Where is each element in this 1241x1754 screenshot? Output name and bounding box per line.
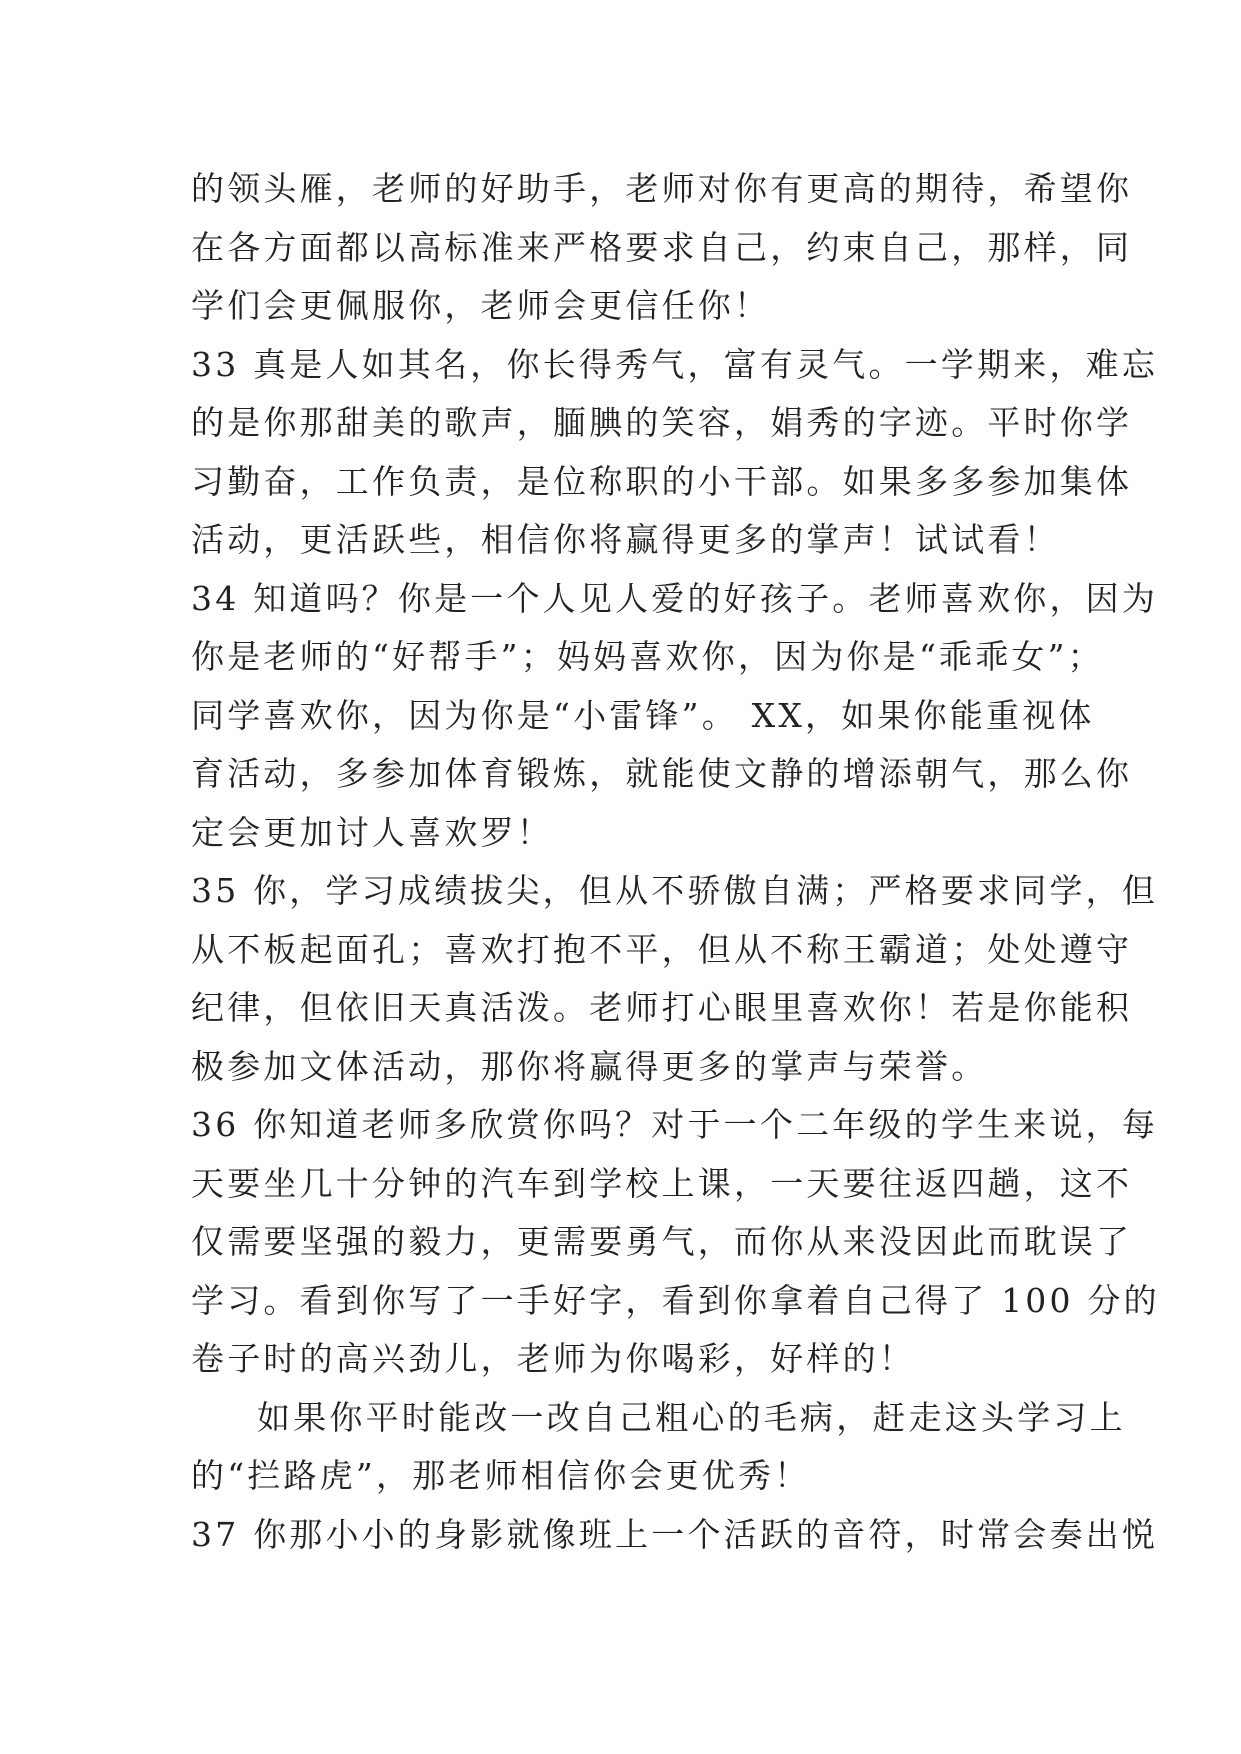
text-line: 37 你那小小的身影就像班上一个活跃的音符，时常会奏出悦 — [191, 1514, 1159, 1554]
text-line: 定会更加讨人喜欢罗！ — [191, 812, 553, 852]
text-line: 极参加文体活动，那你将赢得更多的掌声与荣誉。 — [191, 1046, 988, 1086]
text-line: 的“拦路虎”，那老师相信你会更优秀！ — [191, 1456, 811, 1495]
text-line: 的领头雁，老师的好助手，老师对你有更高的期待，希望你 — [191, 169, 1133, 208]
text-line: 如果你平时能改一改自己粗心的毛病，赶走这头学习上 — [257, 1397, 1126, 1437]
text-line: 在各方面都以高标准来严格要求自己，约束自己，那样，同 — [191, 227, 1133, 267]
text-line: 育活动，多参加体育锻炼，就能使文静的增添朝气，那么你 — [191, 754, 1133, 793]
text-line: 卷子时的高兴劲儿，老师为你喝彩，好样的！ — [191, 1339, 915, 1378]
text-line: 36 你知道老师多欣赏你吗？对于一个二年级的学生来说，每 — [191, 1105, 1159, 1144]
text-line: 仅需要坚强的毅力，更需要勇气，而你从来没因此而耽误了 — [191, 1222, 1133, 1261]
text-line: 天要坐几十分钟的汽车到学校上课，一天要往返四趟，这不 — [191, 1163, 1133, 1203]
text-line: 你是老师的“好帮手”；妈妈喜欢你，因为你是“乖乖女”； — [191, 637, 1104, 676]
text-line: 33 真是人如其名，你长得秀气，富有灵气。一学期来，难忘 — [191, 344, 1159, 384]
text-line: 34 知道吗？你是一个人见人爱的好孩子。老师喜欢你，因为 — [191, 578, 1159, 618]
text-line: 纪律，但依旧天真活泼。老师打心眼里喜欢你！若是你能积 — [191, 988, 1133, 1027]
text-line: 从不板起面孔；喜欢打抱不平，但从不称王霸道；处处遵守 — [191, 929, 1133, 969]
text-line: 学习。看到你写了一手好字，看到你拿着自己得了 100 分的 — [191, 1280, 1160, 1320]
text-line: 35 你，学习成绩拔尖，但从不骄傲自满；严格要求同学，但 — [191, 871, 1159, 910]
text-line: 学们会更佩服你，老师会更信任你！ — [191, 286, 771, 325]
text-line: 的是你那甜美的歌声，腼腆的笑容，娟秀的字迹。平时你学 — [191, 403, 1133, 442]
text-line: 活动，更活跃些，相信你将赢得更多的掌声！试试看！ — [191, 520, 1060, 559]
text-line: 习勤奋，工作负责，是位称职的小干部。如果多多参加集体 — [191, 461, 1133, 501]
text-line: 同学喜欢你，因为你是“小雷锋”。 XX，如果你能重视体 — [191, 695, 1095, 735]
document-body — [191, 160, 1160, 1564]
